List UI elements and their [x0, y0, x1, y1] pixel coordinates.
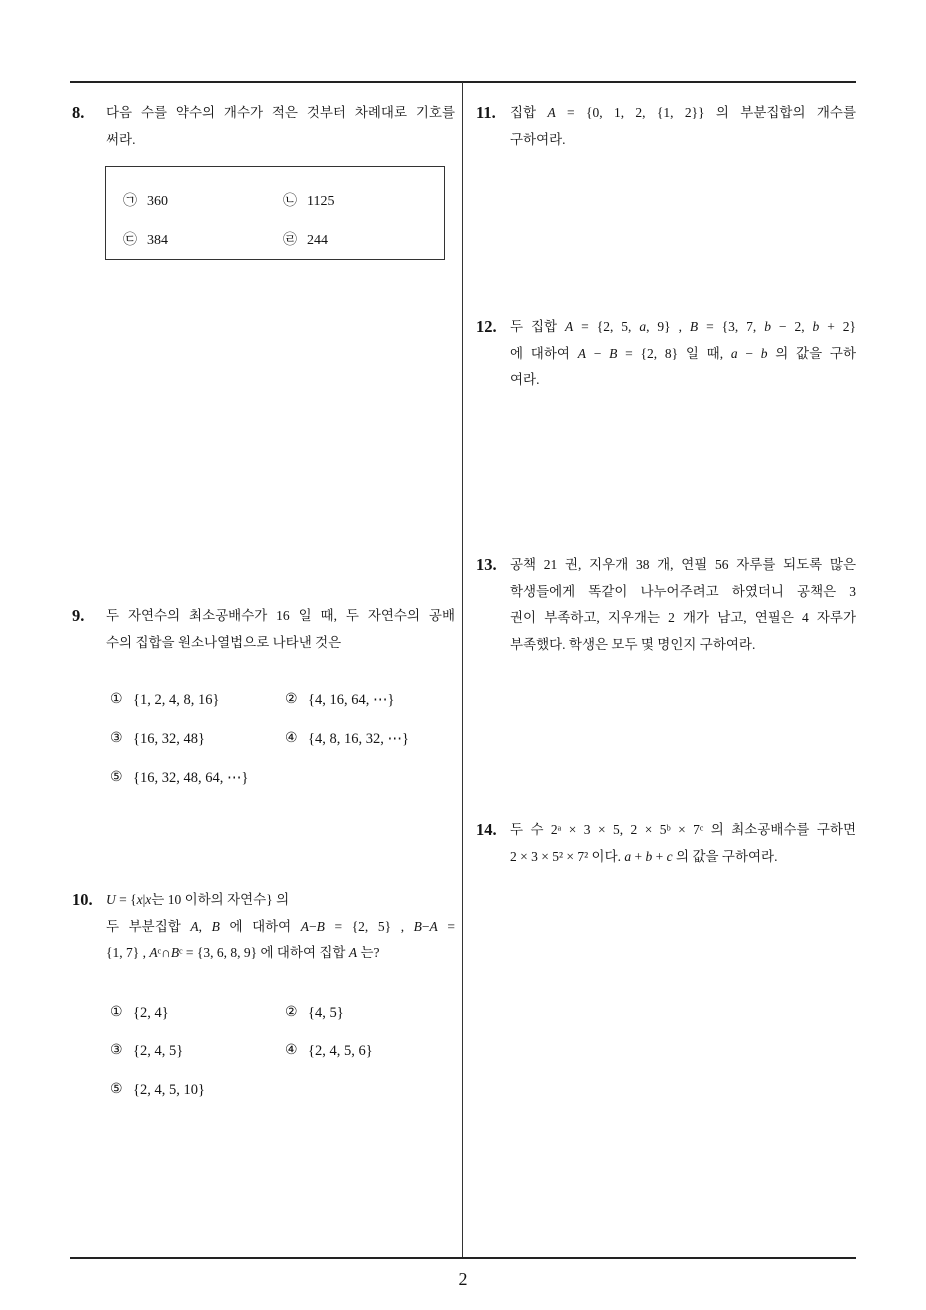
math-variable: A [149, 945, 158, 960]
box-item-value: 384 [147, 233, 168, 248]
problem-text [510, 314, 856, 394]
box-item-value: 360 [147, 194, 168, 209]
choice-value: {2, 4, 5, 10} [133, 1082, 205, 1098]
choice-value: {4, 5} [308, 1005, 344, 1021]
problem-text [106, 100, 455, 153]
choice-mark: ② [285, 692, 298, 707]
problem-number: 10. [72, 890, 93, 909]
choice-value: {4, 8, 16, 32, ⋯} [308, 731, 409, 747]
problem-line: 두 집합 A = {2, 5, a, 9} , B = {3, 7, b − 2, b + 2} [510, 319, 857, 334]
math-variable: A [565, 319, 574, 334]
problem-line: 써라. [106, 131, 136, 147]
choice-mark: ③ [110, 1043, 123, 1058]
math-variable: b [645, 848, 653, 864]
box-item-mark: ㉠ [123, 194, 137, 209]
problem-line: 두 자연수의 최소공배수가 16 일 때, 두 자연수의 공배 [106, 608, 455, 623]
choice-value: {16, 32, 48, 64, ⋯} [133, 770, 249, 786]
math-variable: a [624, 848, 632, 864]
problem-line: 두 수 2ᵃ × 3 × 5, 2 × 5ᵇ × 7ᶜ 의 최소공배수를 구하면 [510, 822, 856, 837]
choice-mark: ② [285, 1005, 298, 1020]
problem-line: 에 대하여 A − B = {2, 8} 일 때, a − b 의 값을 구하 [510, 345, 856, 361]
math-variable: b [760, 345, 768, 361]
problem-line: 구하여라. [510, 131, 566, 147]
problem-text [106, 603, 455, 656]
math-variable: B [170, 945, 180, 960]
math-variable: b [764, 319, 771, 334]
problem-line: 집합 A = {0, 1, 2, {1, 2}} 의 부분집합의 개수를 [510, 105, 856, 120]
problem-number: 11. [476, 103, 496, 122]
math-variable: B [413, 918, 422, 934]
choice-mark: ④ [285, 1043, 298, 1058]
problem-line: 다음 수를 약수의 개수가 적은 것부터 차례대로 기호를 [106, 105, 455, 120]
math-variable: A [547, 105, 556, 120]
math-variable: U [106, 892, 116, 907]
math-variable: A [300, 918, 310, 934]
problem-text [106, 887, 455, 967]
math-variable: x [136, 892, 143, 907]
problem-line: 2 × 3 × 5² × 7² 이다. a + b + c 의 값을 구하여라. [510, 848, 778, 864]
choice-mark: ① [110, 692, 123, 707]
choice-value: {2, 4} [133, 1005, 169, 1021]
choice-value: {4, 16, 64, ⋯} [308, 692, 395, 708]
problem-number: 9. [72, 606, 85, 625]
choice-value: {2, 4, 5} [133, 1043, 184, 1059]
choice-mark: ④ [285, 731, 298, 746]
problem-line: U = {x|x는 10 이하의 자연수} 의 [106, 892, 290, 907]
column-divider [462, 82, 463, 1258]
page-number: 2 [458, 1269, 468, 1289]
problem-line: 수의 집합을 원소나열법으로 나타낸 것은 [106, 634, 342, 650]
box-item-mark: ㉡ [283, 194, 297, 209]
problem-line: 권이 부족하고, 지우개는 2 개가 남고, 연필은 4 자루가 [510, 610, 856, 625]
math-variable: B [211, 918, 220, 934]
math-variable: a [730, 345, 738, 361]
math-variable: B [689, 319, 699, 334]
problem-line: 부족했다. 학생은 모두 몇 명인지 구하여라. [510, 636, 756, 652]
problem-line: 두 부분집합 A, B 에 대하여 A−B = {2, 5} , B−A = [106, 918, 455, 934]
bottom-rule [70, 1257, 856, 1259]
problem-line: 공책 21 권, 지우개 38 개, 연필 56 자루를 되도록 많은 [510, 557, 856, 572]
box-item-mark: ㉣ [283, 233, 297, 248]
box-item-mark: ㉢ [123, 233, 137, 248]
options-box [105, 166, 445, 260]
problem-text [510, 817, 856, 870]
problem-number: 12. [476, 317, 497, 336]
math-variable: B [316, 918, 325, 934]
choice-value: {1, 2, 4, 8, 16} [133, 692, 220, 708]
problem-text [510, 100, 856, 153]
choice-value: {16, 32, 48} [133, 731, 205, 747]
problem-number: 13. [476, 555, 497, 574]
math-variable: A [429, 918, 438, 934]
math-variable: x [145, 892, 152, 907]
choice-mark: ③ [110, 731, 123, 746]
choice-value: {2, 4, 5, 6} [308, 1043, 373, 1059]
math-variable: A [190, 918, 199, 934]
problem-line: 학생들에게 똑같이 나누어주려고 하였더니 공책은 3 [510, 583, 856, 599]
problem-text [510, 552, 856, 658]
math-variable: a [639, 319, 647, 334]
math-variable: c [666, 848, 673, 864]
problem-number: 14. [476, 820, 497, 839]
box-item-value: 1125 [307, 194, 335, 209]
math-variable: B [609, 345, 618, 361]
box-item-value: 244 [307, 233, 328, 248]
problem-number: 8. [72, 103, 85, 122]
math-variable: A [577, 345, 586, 361]
math-variable: A [348, 945, 358, 960]
math-variable: b [812, 319, 820, 334]
choice-mark: ① [110, 1005, 123, 1020]
choice-mark: ⑤ [110, 770, 123, 785]
problem-line: 여라. [510, 372, 540, 387]
choice-mark: ⑤ [110, 1082, 123, 1097]
problem-line: {1, 7} , Aᶜ∩Bᶜ = {3, 6, 8, 9} 에 대하여 집합 A 는? [106, 945, 380, 960]
